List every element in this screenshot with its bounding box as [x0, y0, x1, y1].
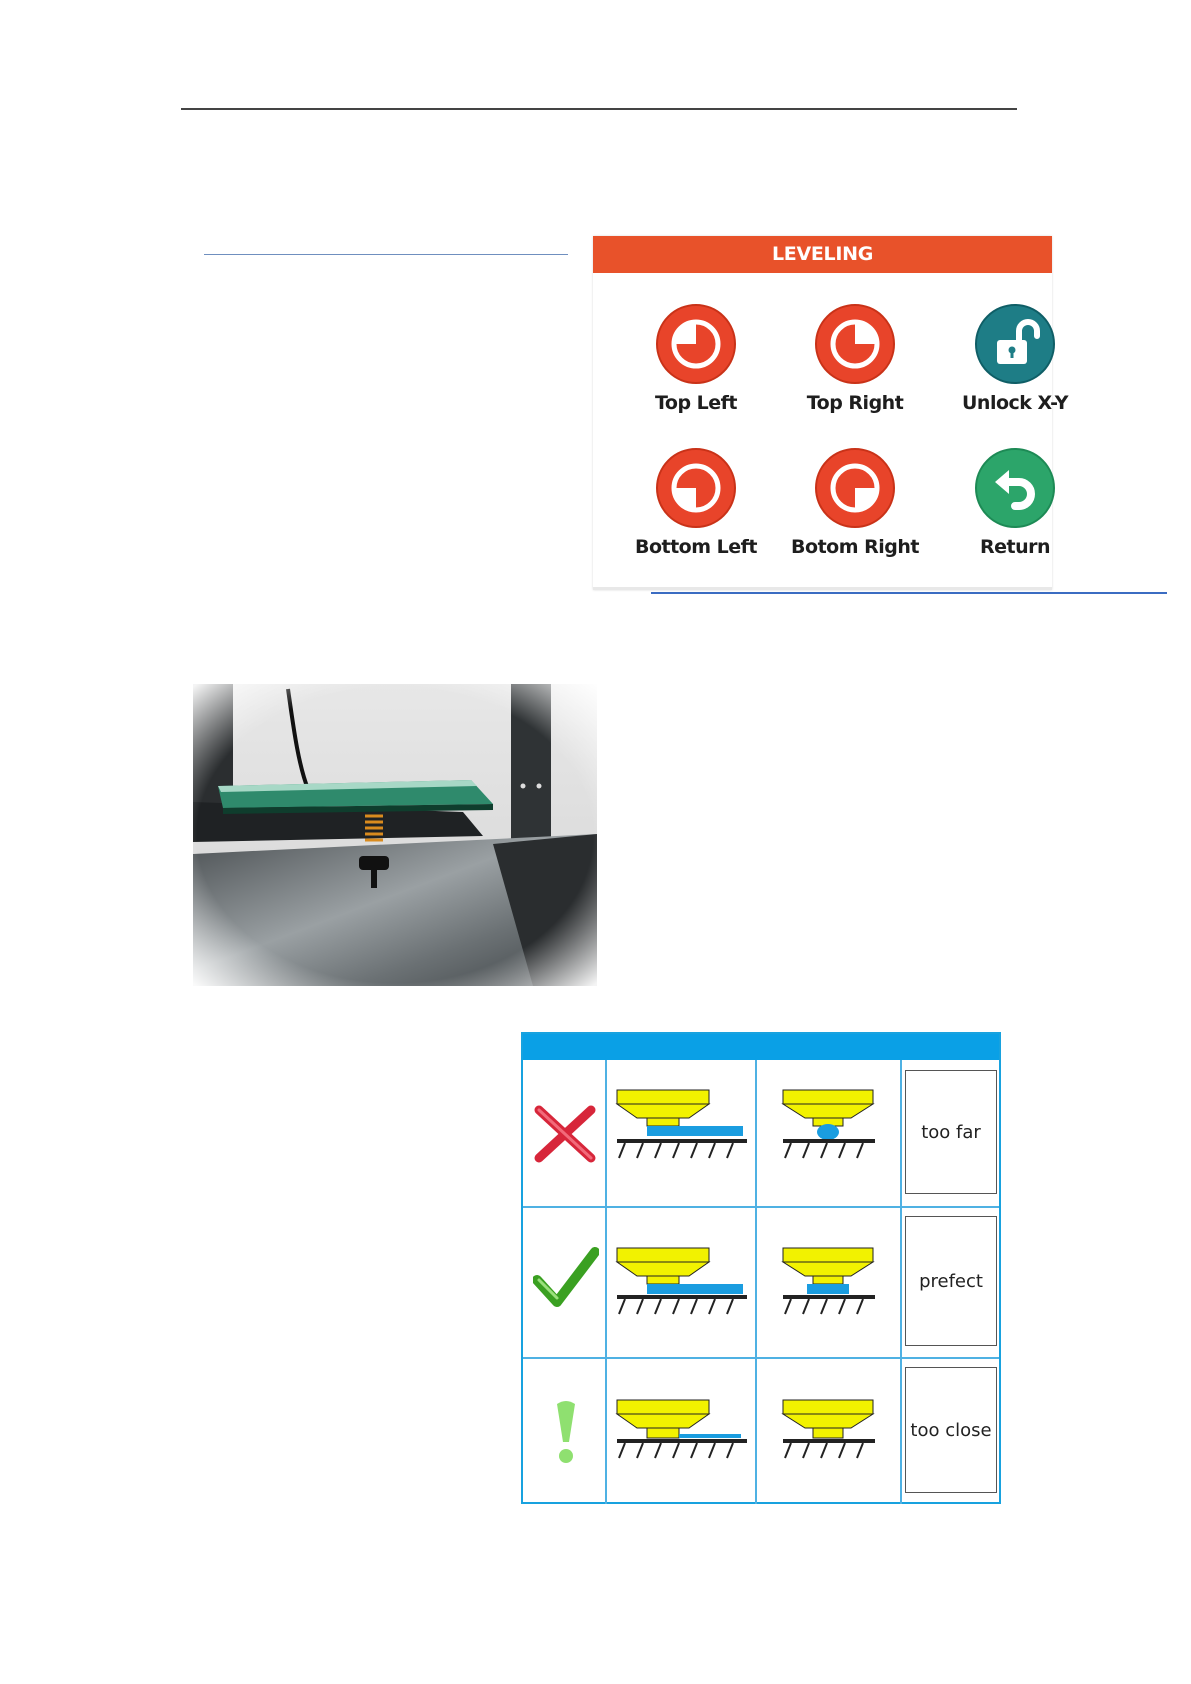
top-right-button[interactable]	[785, 304, 925, 414]
nozzle-wide-diagram	[613, 1398, 749, 1478]
distance-label: prefect	[905, 1216, 997, 1346]
leveling-title: LEVELING	[593, 236, 1052, 273]
nozzle-wide-diagram	[613, 1246, 749, 1326]
button-label: Top Left	[654, 392, 738, 414]
unlock-xy-button[interactable]	[945, 304, 1085, 414]
header-rule	[181, 108, 1017, 110]
bed-leveling-photo	[193, 684, 597, 986]
button-label: Unlock X-Y	[962, 392, 1068, 414]
green-check-icon	[533, 1246, 599, 1312]
distance-label: too far	[905, 1070, 997, 1194]
divider-line	[204, 254, 568, 255]
bottom-right-button[interactable]	[785, 448, 925, 558]
bottom-left-button[interactable]	[626, 448, 766, 558]
leveling-panel	[593, 236, 1068, 590]
unlock-icon	[975, 304, 1055, 384]
nozzle-distance-table	[521, 1032, 1001, 1504]
return-button[interactable]	[945, 448, 1085, 558]
quadrant-top-left-icon	[656, 304, 736, 384]
quadrant-bottom-left-icon	[656, 448, 736, 528]
divider-line	[651, 592, 1167, 594]
nozzle-side-diagram	[763, 1398, 895, 1478]
return-arrow-icon	[975, 448, 1055, 528]
green-exclamation-icon	[551, 1398, 581, 1468]
nozzle-side-diagram	[763, 1088, 895, 1168]
nozzle-side-diagram	[763, 1246, 895, 1326]
button-label: Bottom Left	[634, 536, 757, 558]
quadrant-top-right-icon	[815, 304, 895, 384]
button-label: Return	[979, 536, 1051, 558]
button-label: Botom Right	[791, 536, 919, 558]
top-left-button[interactable]	[626, 304, 766, 414]
quadrant-bottom-right-icon	[815, 448, 895, 528]
red-cross-icon	[533, 1104, 597, 1164]
distance-label: too close	[905, 1367, 997, 1493]
nozzle-wide-diagram	[613, 1088, 749, 1168]
button-label: Top Right	[806, 392, 904, 414]
table-header-bar	[523, 1034, 999, 1060]
